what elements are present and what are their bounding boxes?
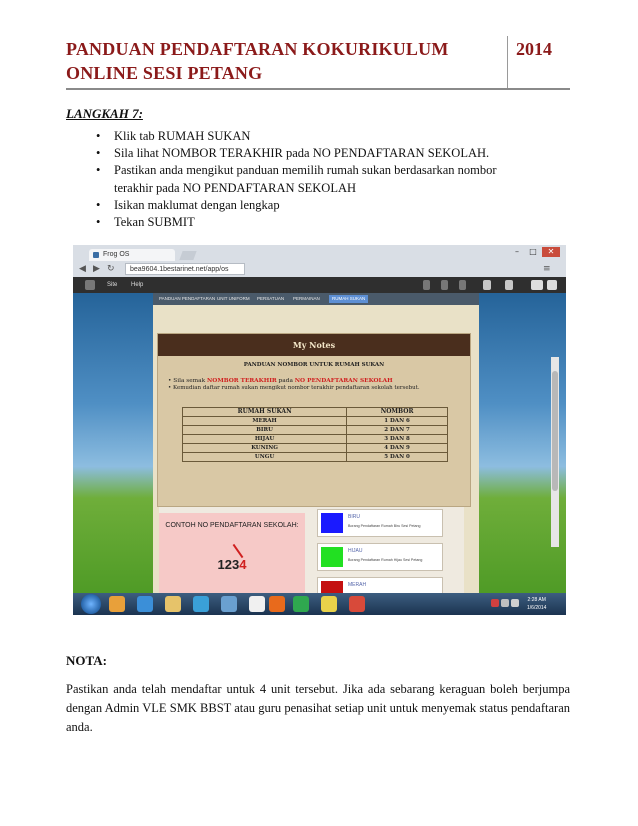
browser-chrome xyxy=(73,245,566,277)
instruction-item: • Klik tab RUMAH SUKAN xyxy=(96,128,536,145)
house-name: HIJAU xyxy=(348,548,363,554)
example-label: CONTOH NO PENDAFTARAN SEKOLAH: xyxy=(165,522,299,529)
table-cell: 2 DAN 7 xyxy=(347,426,448,435)
tab-persatuan[interactable]: PERSATUAN xyxy=(257,296,285,301)
scrollbar-thumb[interactable] xyxy=(552,371,558,491)
document-year: 2014 xyxy=(516,39,552,59)
notes-text: Sila semak xyxy=(173,378,207,384)
example-number-last-digit: 4 xyxy=(239,557,247,572)
table-cell: MERAH xyxy=(183,417,347,426)
app-icon[interactable] xyxy=(483,280,491,290)
table-cell: KUNING xyxy=(183,444,347,453)
forward-icon[interactable]: ▶ xyxy=(93,264,100,274)
table-cell: 4 DAN 9 xyxy=(347,444,448,453)
window-controls xyxy=(510,247,562,259)
house-link-biru[interactable] xyxy=(317,509,443,537)
instruction-item: • Tekan SUBMIT xyxy=(96,214,536,231)
app-icon[interactable] xyxy=(505,280,513,290)
table-cell: UNGU xyxy=(183,453,347,462)
notes-line-1: • Sila semak NOMBOR TERAKHIR pada NO PENDAFTARAN SEKOLAH xyxy=(168,378,393,384)
instruction-list xyxy=(96,128,536,231)
minimize-icon[interactable]: – xyxy=(515,247,519,256)
browser-tab[interactable] xyxy=(89,249,175,261)
firefox-icon[interactable] xyxy=(269,596,285,612)
embedded-screenshot xyxy=(73,245,566,615)
step-heading: LANGKAH 7: xyxy=(66,106,143,121)
site-menu[interactable]: Site xyxy=(107,282,118,288)
chrome-icon[interactable] xyxy=(321,596,337,612)
address-bar[interactable]: bea9604.1bestarinet.net/app/os xyxy=(125,263,245,275)
browser-navbar xyxy=(73,261,566,277)
tab-permainan[interactable]: PERMAINAN xyxy=(293,296,320,301)
house-desc: Borang Pendaftaran Rumah Biru Sesi Petang xyxy=(348,524,421,528)
start-button-icon[interactable] xyxy=(81,594,101,614)
header-divider xyxy=(507,36,508,90)
frog-app-bar xyxy=(73,277,566,293)
site-menu-bar xyxy=(153,293,479,305)
help-menu[interactable]: Help xyxy=(131,282,144,288)
new-tab-button[interactable] xyxy=(179,251,196,260)
tab-rumah-sukan[interactable]: RUMAH SUKAN xyxy=(329,295,368,303)
instruction-item: • Pastikan anda mengikut panduan memilih rumah sukan berdasarkan nombor terakhir pada NO PENDAFTARAN SEKOLAH xyxy=(96,162,536,196)
example-card xyxy=(159,513,305,593)
notes-highlight: NO PENDAFTARAN SEKOLAH xyxy=(294,378,393,384)
wrench-icon[interactable]: ≡ xyxy=(543,264,551,274)
notes-highlight: NOMBOR TERAKHIR xyxy=(206,378,277,384)
table-row xyxy=(183,426,448,435)
house-desc: Borang Pendaftaran Rumah Hijau Sesi Petang xyxy=(348,558,423,562)
table-row xyxy=(183,435,448,444)
house-name: MERAH xyxy=(348,582,367,588)
back-icon[interactable]: ◀ xyxy=(79,264,86,274)
folder-icon[interactable] xyxy=(165,596,181,612)
notes-text: Kemudian daftar rumah sukan mengikut nombor terakhir pendaftaran sekolah tersebut. xyxy=(173,385,420,391)
expand-icon[interactable] xyxy=(531,280,543,290)
tray-icon[interactable] xyxy=(501,599,509,607)
app-icon[interactable] xyxy=(423,280,430,290)
ie-icon[interactable] xyxy=(137,596,153,612)
taskbar-clock[interactable] xyxy=(527,596,546,612)
tray-icon[interactable] xyxy=(491,599,499,607)
frog-logo-icon[interactable] xyxy=(85,280,95,290)
arrow-icon xyxy=(233,544,244,558)
table-cell: HIJAU xyxy=(183,435,347,444)
app-icon[interactable] xyxy=(249,596,265,612)
media-player-icon[interactable] xyxy=(109,596,125,612)
windows-taskbar xyxy=(73,593,566,615)
frog-icon xyxy=(93,252,99,258)
clock-time: 2:28 AM xyxy=(527,597,546,603)
house-link-hijau[interactable] xyxy=(317,543,443,571)
reload-icon[interactable]: ↻ xyxy=(107,264,115,274)
note-heading: NOTA: xyxy=(66,653,107,668)
close-icon[interactable]: ✕ xyxy=(542,247,560,257)
close-icon[interactable] xyxy=(547,280,557,290)
notes-title: My Notes xyxy=(292,340,336,350)
app-icon[interactable] xyxy=(221,596,237,612)
maximize-icon[interactable]: □ xyxy=(529,247,537,256)
app-icon[interactable] xyxy=(193,596,209,612)
app-icon[interactable] xyxy=(459,280,466,290)
notes-panel xyxy=(157,333,471,507)
table-row xyxy=(183,453,448,462)
table-cell: 5 DAN 0 xyxy=(347,453,448,462)
tray-icon[interactable] xyxy=(511,599,519,607)
header-rule xyxy=(66,88,570,90)
example-number xyxy=(159,557,305,572)
table-cell: 1 DAN 6 xyxy=(347,417,448,426)
tab-unit-uniform[interactable]: UNIT UNIFORM xyxy=(217,296,250,301)
app-icon[interactable] xyxy=(293,596,309,612)
table-row xyxy=(183,417,448,426)
table-cell: BIRU xyxy=(183,426,347,435)
tab-panduan-pendaftaran[interactable]: PANDUAN PENDAFTARAN xyxy=(159,296,216,301)
document-title: PANDUAN PENDAFTARAN KOKURIKULUM ONLINE SESI PETANG xyxy=(66,39,449,83)
browser-tab-label: Frog OS xyxy=(103,251,130,258)
table-row xyxy=(183,444,448,453)
house-swatch xyxy=(321,547,343,567)
house-number-table xyxy=(182,407,448,462)
table-header: NOMBOR xyxy=(347,408,448,417)
notes-subtitle: PANDUAN NOMBOR UNTUK RUMAH SUKAN xyxy=(243,362,385,368)
clock-date: 1/6/2014 xyxy=(527,605,547,611)
app-icon[interactable] xyxy=(349,596,365,612)
note-text: Pastikan anda telah mendaftar untuk 4 unit tersebut. Jika ada sebarang keraguan boleh berjumpa dengan Admin VLE SMK BBST atau guru penasihat setiap unit untuk menyemak status pendaftaran anda. xyxy=(66,682,570,735)
table-header: RUMAH SUKAN xyxy=(183,408,347,417)
example-number-prefix: 123 xyxy=(217,557,240,572)
app-icon[interactable] xyxy=(441,280,448,290)
notes-line-2: • Kemudian daftar rumah sukan mengikut nombor terakhir pendaftaran sekolah tersebut. xyxy=(168,385,420,391)
table-cell: 3 DAN 8 xyxy=(347,435,448,444)
instruction-item: • Isikan maklumat dengan lengkap xyxy=(96,197,536,214)
notes-text: pada xyxy=(276,378,295,384)
instruction-item: • Sila lihat NOMBOR TERAKHIR pada NO PENDAFTARAN SEKOLAH. xyxy=(96,145,536,162)
house-name: BIRU xyxy=(348,514,360,520)
scrollbar[interactable] xyxy=(551,357,559,547)
house-swatch xyxy=(321,513,343,533)
